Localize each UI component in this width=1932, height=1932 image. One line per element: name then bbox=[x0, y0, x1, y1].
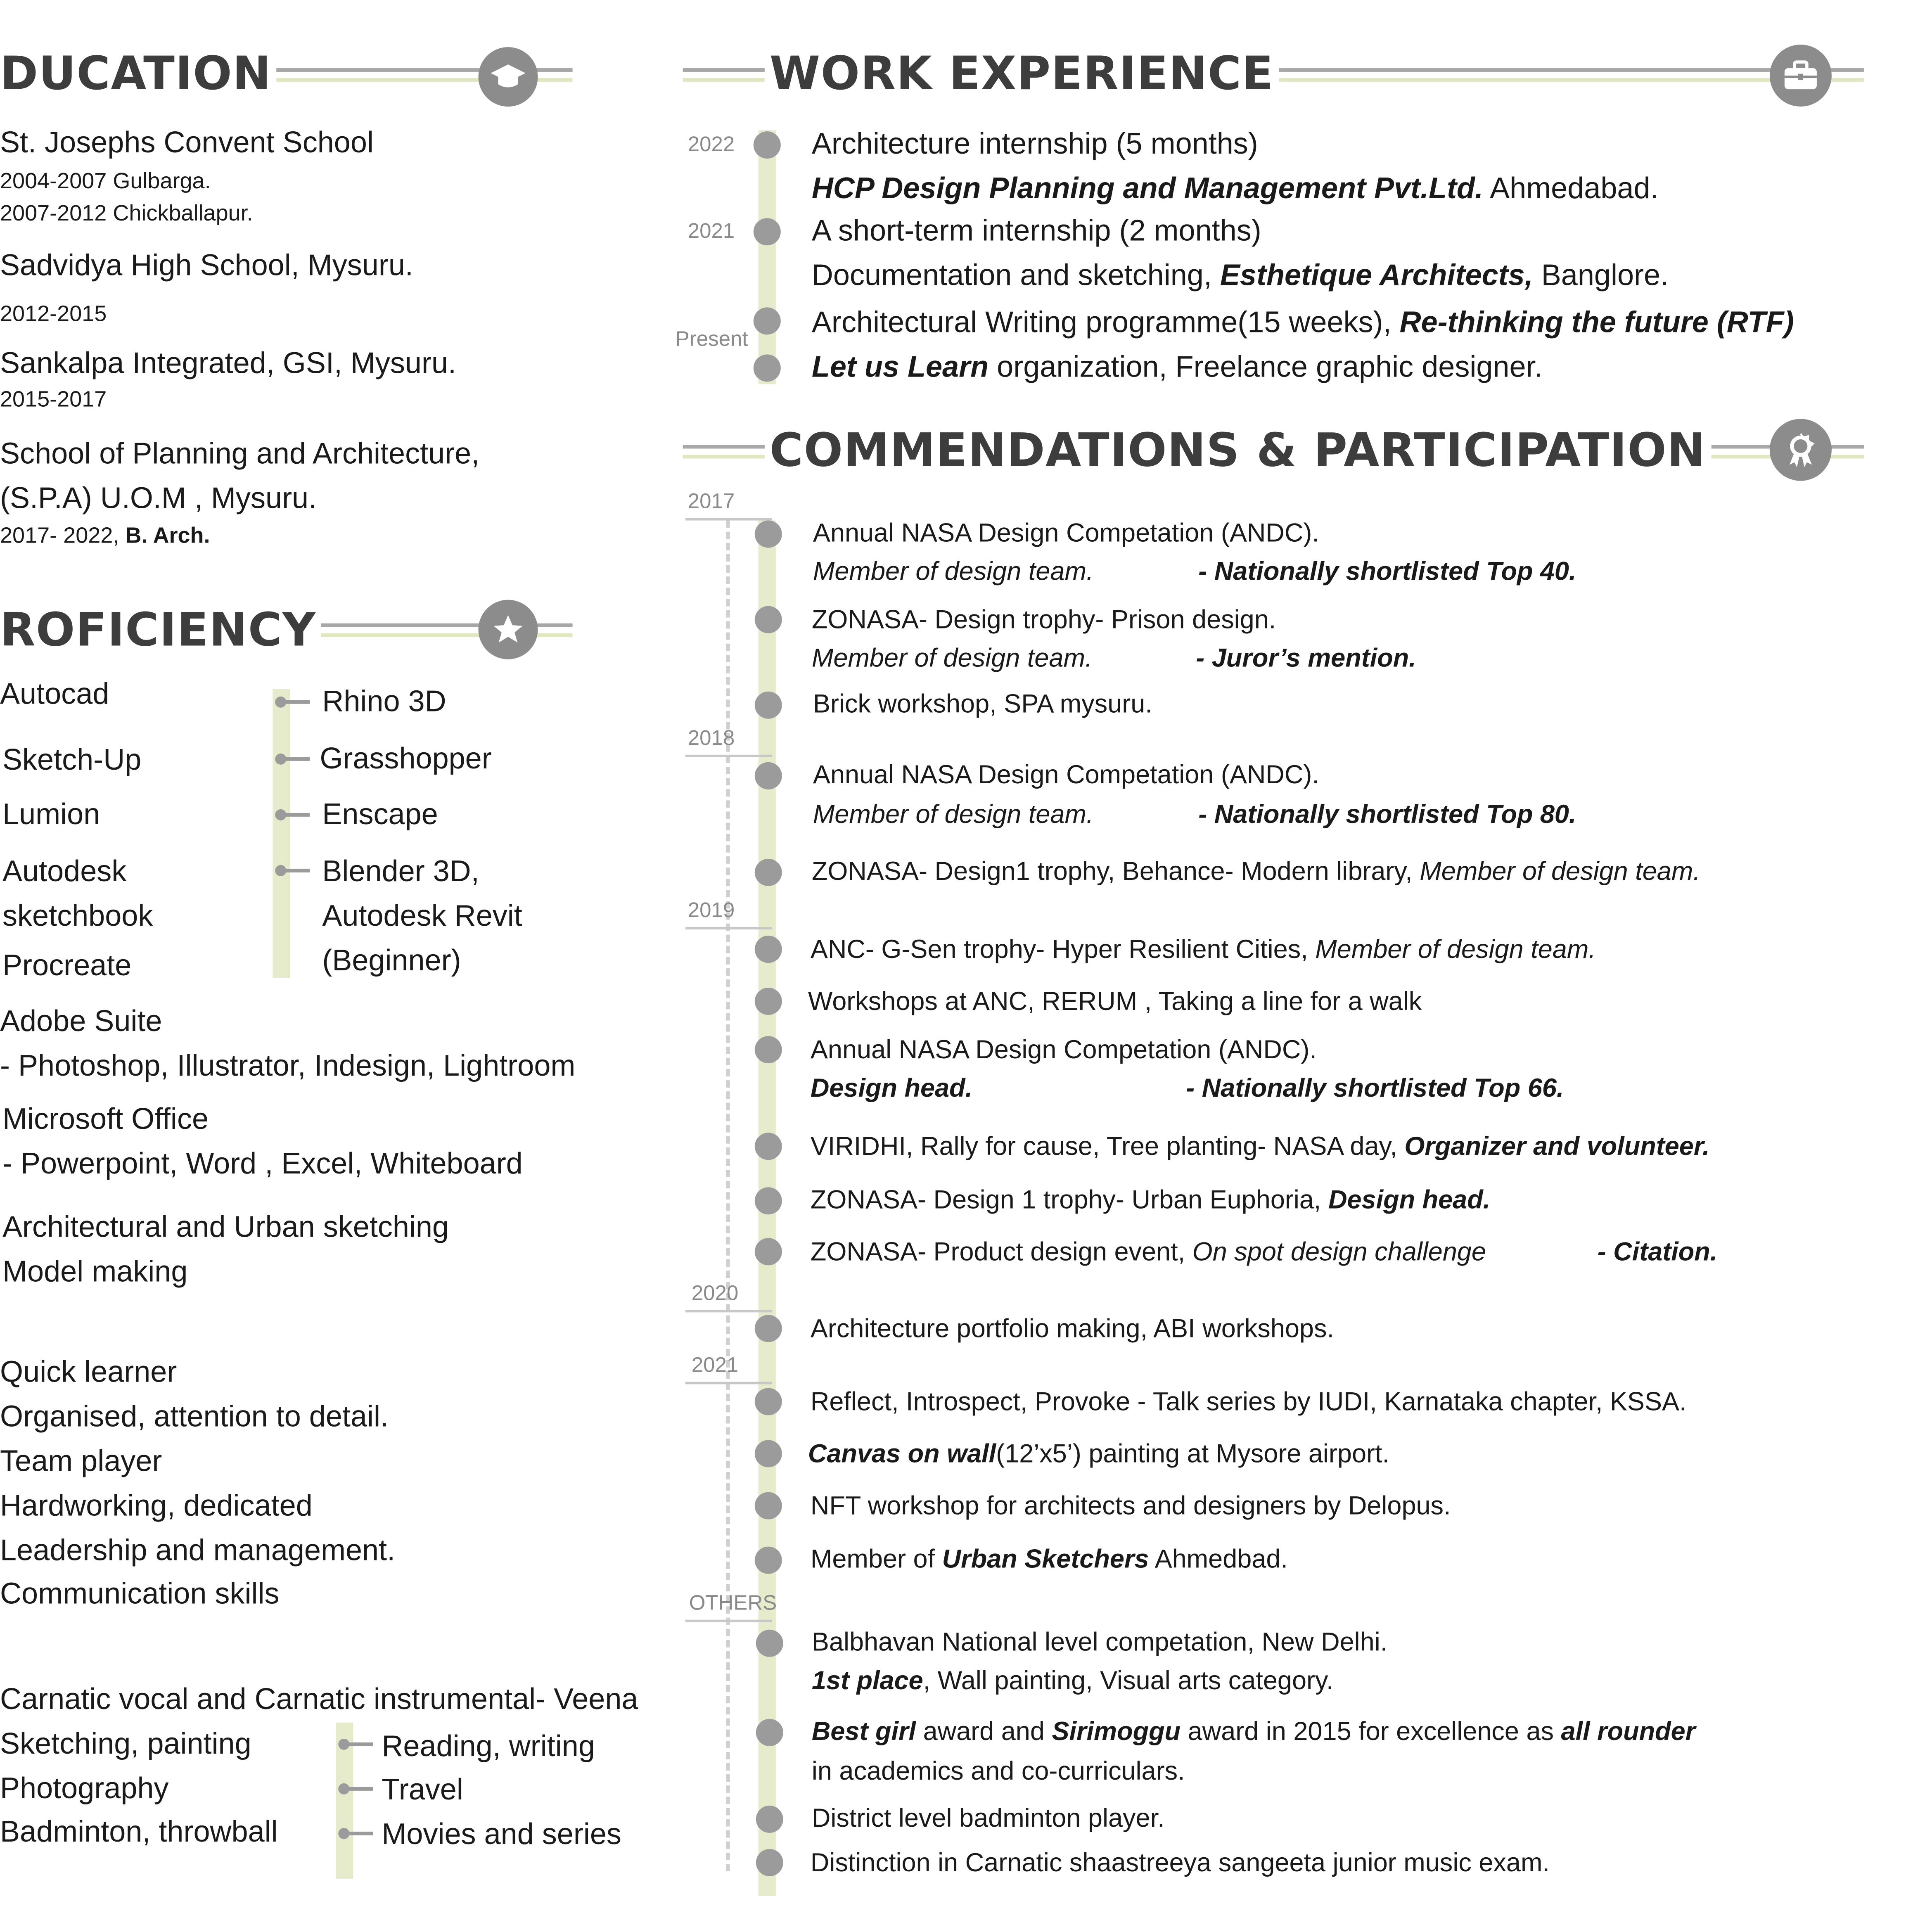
software-procreate: Procreate bbox=[2, 949, 132, 983]
commendation-item: ZONASA- Design trophy- Prison design. bbox=[811, 606, 1276, 635]
work-year: 2022 bbox=[687, 133, 735, 156]
briefcase-icon bbox=[1770, 45, 1832, 107]
commendation-item bbox=[808, 1438, 1389, 1472]
role: Design head. bbox=[1328, 1186, 1491, 1215]
work-experience-heading: WORK EXPERIENCE bbox=[765, 47, 1279, 100]
commendation-item bbox=[812, 1664, 1334, 1699]
software-autocad: Autocad bbox=[0, 678, 109, 711]
timeline-dot bbox=[755, 1492, 782, 1520]
role: Member of design team. bbox=[813, 557, 1094, 586]
bullet-line bbox=[343, 1787, 373, 1791]
soft-skill: Organised, attention to detail. bbox=[0, 1400, 389, 1434]
commendation-item: Brick workshop, SPA mysuru. bbox=[813, 690, 1152, 719]
interest-item: Photography bbox=[0, 1772, 169, 1806]
software-autodesk: Autodesk bbox=[2, 855, 127, 889]
school-4-years-text: 2017- 2022, bbox=[0, 523, 126, 548]
commendations-heading: COMMENDATIONS & PARTICIPATION bbox=[765, 424, 1711, 477]
work-year: Present bbox=[675, 327, 748, 351]
interest-item: Reading, writing bbox=[382, 1730, 595, 1764]
commendation-role: Design head. bbox=[810, 1074, 973, 1103]
soft-skill: Quick learner bbox=[0, 1356, 177, 1389]
text: (12’x5’) painting at Mysore airport. bbox=[996, 1440, 1390, 1469]
text: award in 2015 for excellence as bbox=[1181, 1717, 1561, 1746]
timeline-dot bbox=[756, 1719, 783, 1746]
timeline-dot bbox=[755, 988, 782, 1015]
award: 1st place bbox=[811, 1666, 923, 1695]
software-enscape: Enscape bbox=[322, 798, 438, 832]
commendation-item: NFT workshop for architects and designers by Delopus. bbox=[810, 1492, 1451, 1521]
award-ribbon-icon bbox=[1770, 419, 1832, 481]
timeline-dot bbox=[755, 521, 782, 548]
software-blender: Blender 3D, bbox=[322, 855, 479, 889]
timeline-dashed-line bbox=[726, 521, 730, 1871]
role: Member of design team. bbox=[1420, 857, 1700, 886]
timeline-dot bbox=[755, 1440, 782, 1467]
graduation-cap-icon bbox=[479, 47, 538, 107]
school-1-name: St. Josephs Convent School bbox=[0, 126, 374, 160]
school-1-years-1: 2004-2007 Gulbarga. bbox=[0, 168, 211, 194]
commendation-item: Distinction in Carnatic shaastreeya sangeeta junior music exam. bbox=[810, 1849, 1550, 1877]
school-4-degree: B. Arch. bbox=[125, 523, 210, 548]
bullet-line bbox=[343, 1742, 373, 1746]
timeline-dot bbox=[755, 692, 782, 719]
award: all rounder bbox=[1561, 1717, 1696, 1746]
text: Member of bbox=[810, 1545, 942, 1574]
software-sketchup: Sketch-Up bbox=[2, 743, 142, 777]
commendation-item bbox=[811, 1543, 1288, 1578]
timeline-dot bbox=[754, 218, 781, 245]
interest-music: Carnatic vocal and Carnatic instrumental- Veena bbox=[0, 1683, 638, 1716]
company-name: HCP Design Planning and Management Pvt.Ltd. bbox=[811, 172, 1484, 206]
year-underline bbox=[685, 1620, 772, 1622]
year-underline bbox=[685, 518, 772, 521]
work-1-title: Architecture internship (5 months) bbox=[811, 128, 1258, 161]
bullet-line bbox=[343, 1832, 373, 1835]
year-underline bbox=[685, 927, 772, 929]
software-revit: Autodesk Revit bbox=[322, 899, 522, 933]
school-4-name-2: (S.P.A) U.O.M , Mysuru. bbox=[0, 482, 317, 516]
software-revit-level: (Beginner) bbox=[322, 944, 461, 978]
adobe-suite-list: - Photoshop, Illustrator, Indesign, Lightroom bbox=[0, 1050, 576, 1083]
bullet-line bbox=[280, 700, 310, 704]
timeline-dot bbox=[755, 936, 782, 963]
year-label: 2017 bbox=[687, 489, 735, 513]
commendation-item: Architecture portfolio making, ABI workshops. bbox=[810, 1315, 1334, 1344]
commendation-item: Annual NASA Design Competation (ANDC). bbox=[810, 1036, 1317, 1065]
soft-skill: Leadership and management. bbox=[0, 1534, 396, 1568]
commendation-item: Balbhavan National level competation, New Delhi. bbox=[811, 1628, 1388, 1657]
commendation-item bbox=[811, 1235, 1486, 1270]
soft-skill: Communication skills bbox=[0, 1577, 280, 1611]
timeline-dot bbox=[755, 1238, 782, 1265]
timeline-dot bbox=[756, 1630, 783, 1657]
text: VIRIDHI, Rally for cause, Tree planting- NASA day, bbox=[810, 1133, 1405, 1162]
skill-model-making: Model making bbox=[2, 1255, 188, 1289]
work-year: 2021 bbox=[687, 219, 735, 243]
work-timeline-bar bbox=[759, 130, 776, 384]
role: On spot design challenge bbox=[1192, 1238, 1486, 1267]
commendation-item: Reflect, Introspect, Provoke - Talk series by IUDI, Karnataka chapter, KSSA. bbox=[810, 1388, 1687, 1417]
commendation-item bbox=[811, 1130, 1710, 1165]
commendation-result: - Juror’s mention. bbox=[1196, 644, 1416, 673]
title: Canvas on wall bbox=[808, 1440, 996, 1469]
text: , Wall painting, Visual arts category. bbox=[923, 1666, 1334, 1695]
commendation-item bbox=[811, 933, 1596, 968]
year-label: 2019 bbox=[687, 898, 735, 922]
timeline-dot bbox=[755, 1547, 782, 1574]
text: Ahmedbad. bbox=[1149, 1545, 1288, 1574]
text: ZONASA- Design1 trophy, Behance- Modern library, bbox=[811, 857, 1420, 886]
company-city: Banglore. bbox=[1533, 259, 1669, 293]
timeline-dot bbox=[755, 1388, 782, 1415]
timeline-dot bbox=[755, 1187, 782, 1214]
work-3 bbox=[812, 305, 1794, 342]
commendation-item bbox=[812, 1715, 1695, 1750]
timeline-dot bbox=[755, 1315, 782, 1342]
microsoft-office-list: - Powerpoint, Word , Excel, Whiteboard bbox=[2, 1147, 523, 1181]
year-label: 2018 bbox=[687, 726, 735, 750]
school-4-name: School of Planning and Architecture, bbox=[0, 437, 480, 471]
company-city: Ahmedabad. bbox=[1483, 172, 1659, 206]
timeline-dot bbox=[755, 606, 782, 633]
work-2-company bbox=[812, 258, 1669, 295]
role: Member of design team. bbox=[1315, 935, 1596, 965]
text: ZONASA- Product design event, bbox=[810, 1238, 1192, 1267]
text: ZONASA- Design 1 trophy- Urban Euphoria, bbox=[810, 1186, 1328, 1215]
commendation-result: - Citation. bbox=[1597, 1238, 1718, 1267]
software-sketchbook: sketchbook bbox=[2, 899, 153, 933]
timeline-dot bbox=[756, 1806, 783, 1833]
commendation-item bbox=[812, 855, 1700, 890]
commendation-item bbox=[811, 1183, 1490, 1218]
work-3-text: Architectural Writing programme(15 weeks), bbox=[811, 306, 1400, 340]
year-label: 2021 bbox=[691, 1353, 739, 1377]
commendation-item: in academics and co-curriculars. bbox=[811, 1757, 1185, 1786]
work-4-text: organization, Freelance graphic designer. bbox=[989, 351, 1543, 384]
commendation-item bbox=[813, 555, 1094, 590]
software-lumion: Lumion bbox=[2, 798, 100, 832]
year-label: 2020 bbox=[691, 1281, 739, 1305]
software-grasshopper: Grasshopper bbox=[320, 742, 492, 776]
work-3-org: Re-thinking the future (RTF) bbox=[1399, 306, 1794, 340]
commendation-item: Annual NASA Design Competation (ANDC). bbox=[813, 519, 1319, 548]
skill-sketching: Architectural and Urban sketching bbox=[2, 1211, 449, 1245]
work-1-company bbox=[812, 171, 1659, 208]
education-heading: DUCATION bbox=[0, 47, 277, 100]
commendation-item: Workshops at ANC, RERUM , Taking a line for a walk bbox=[808, 988, 1422, 1017]
adobe-suite-title: Adobe Suite bbox=[0, 1005, 162, 1039]
year-label: OTHERS bbox=[689, 1591, 777, 1615]
bullet-line bbox=[280, 869, 310, 872]
proficiency-divider-bar bbox=[273, 689, 290, 978]
school-2-name: Sadvidya High School, Mysuru. bbox=[0, 249, 413, 283]
school-3-name: Sankalpa Integrated, GSI, Mysuru. bbox=[0, 347, 457, 381]
timeline-dot bbox=[755, 762, 782, 789]
timeline-dot bbox=[755, 1133, 782, 1160]
software-rhino: Rhino 3D bbox=[322, 685, 446, 719]
bullet-line bbox=[280, 813, 310, 817]
commendation-result: - Nationally shortlisted Top 40. bbox=[1198, 557, 1576, 586]
role: Organizer and volunteer. bbox=[1404, 1133, 1710, 1162]
org: Urban Sketchers bbox=[942, 1545, 1149, 1574]
timeline-dot bbox=[754, 131, 781, 159]
year-underline bbox=[685, 1382, 772, 1384]
interest-item: Sketching, painting bbox=[0, 1727, 251, 1761]
commendation-role: Member of design team. bbox=[813, 800, 1094, 829]
interest-item: Travel bbox=[382, 1773, 463, 1807]
proficiency-heading: ROFICIENCY bbox=[0, 604, 321, 657]
year-underline bbox=[685, 755, 772, 757]
work-2-desc: Documentation and sketching, bbox=[811, 259, 1220, 293]
soft-skill: Hardworking, dedicated bbox=[0, 1489, 313, 1523]
commendation-item: District level badminton player. bbox=[811, 1804, 1165, 1833]
interest-item: Movies and series bbox=[382, 1818, 621, 1851]
star-icon bbox=[479, 600, 538, 659]
interest-item: Badminton, throwball bbox=[0, 1815, 278, 1849]
commendation-result: - Nationally shortlisted Top 66. bbox=[1186, 1074, 1564, 1103]
school-2-years: 2012-2015 bbox=[0, 301, 107, 326]
company-name: Esthetique Architects, bbox=[1220, 259, 1533, 293]
school-4-years bbox=[0, 522, 210, 549]
timeline-dot bbox=[755, 1036, 782, 1063]
award: Best girl bbox=[811, 1717, 916, 1746]
text: award and bbox=[916, 1717, 1052, 1746]
timeline-dot bbox=[755, 859, 782, 886]
year-underline bbox=[685, 1310, 772, 1312]
work-4-org: Let us Learn bbox=[811, 351, 989, 384]
work-2-title: A short-term internship (2 months) bbox=[811, 214, 1261, 248]
school-1-years-2: 2007-2012 Chickballapur. bbox=[0, 201, 253, 226]
microsoft-office-title: Microsoft Office bbox=[2, 1103, 209, 1137]
commendation-result: - Nationally shortlisted Top 80. bbox=[1198, 800, 1576, 829]
bullet-line bbox=[280, 757, 310, 761]
commendation-item: Annual NASA Design Competation (ANDC). bbox=[813, 761, 1319, 789]
school-3-years: 2015-2017 bbox=[0, 386, 107, 412]
award: Sirimoggu bbox=[1052, 1717, 1181, 1746]
commendation-role: Member of design team. bbox=[811, 644, 1093, 673]
timeline-dot bbox=[754, 354, 781, 382]
soft-skill: Team player bbox=[0, 1445, 162, 1479]
timeline-dot bbox=[754, 307, 781, 334]
text: ANC- G-Sen trophy- Hyper Resilient Cities, bbox=[810, 935, 1316, 965]
work-4 bbox=[812, 349, 1543, 386]
timeline-dot bbox=[756, 1849, 783, 1876]
